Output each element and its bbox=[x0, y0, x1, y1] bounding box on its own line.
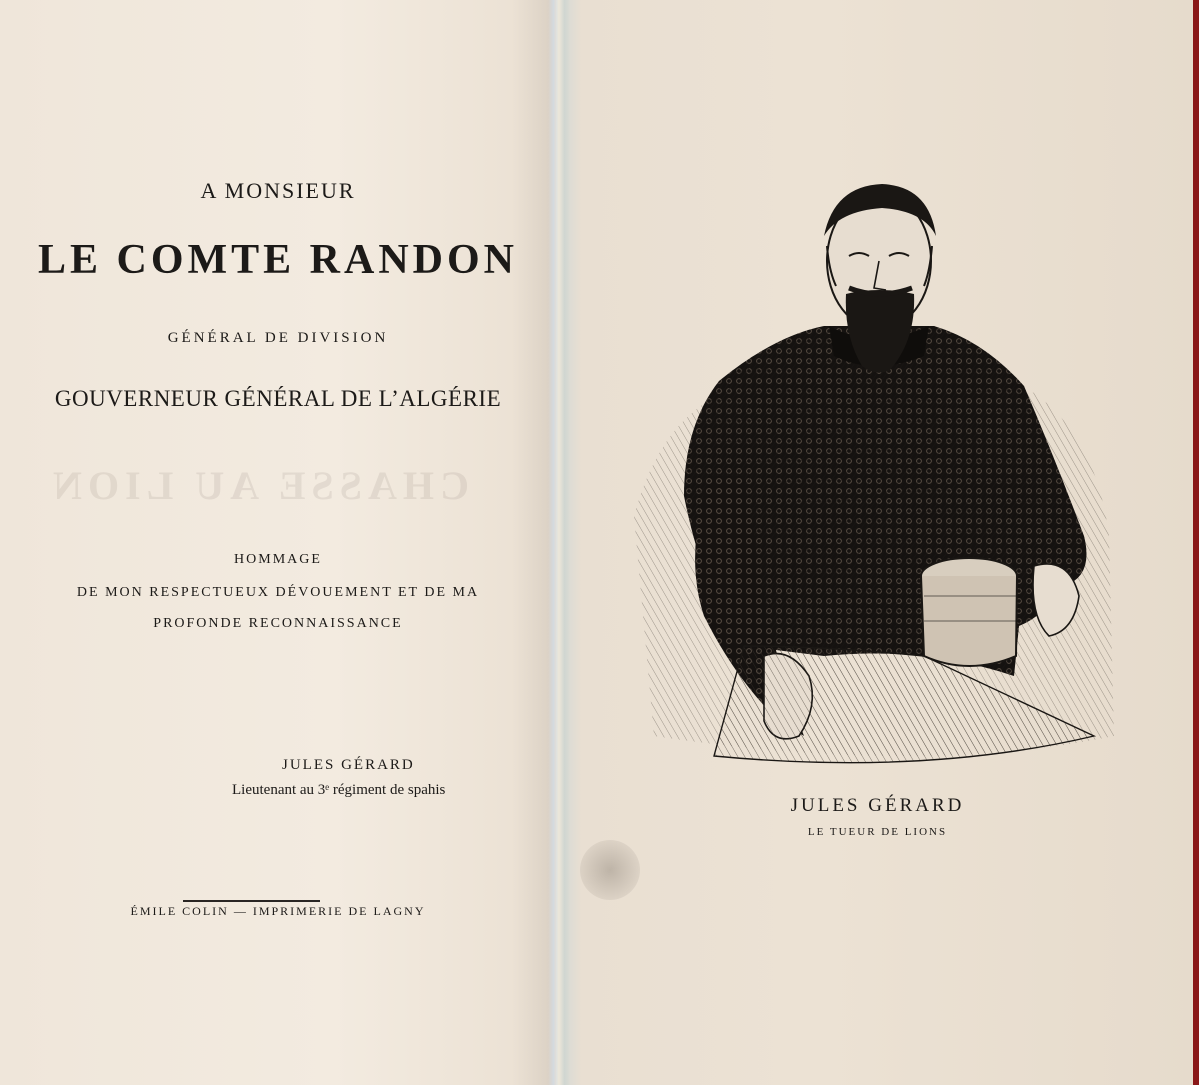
printer-rule bbox=[183, 900, 320, 902]
signature-name: JULES GÉRARD bbox=[282, 757, 415, 773]
book-gutter bbox=[548, 0, 570, 1085]
dedication-recipient: LE COMTE RANDON bbox=[37, 237, 519, 283]
homage-line-1: HOMMAGE bbox=[234, 552, 322, 567]
portrait-caption-title: LE TUEUR DE LIONS bbox=[807, 826, 948, 838]
left-page bbox=[0, 0, 556, 1085]
portrait-caption-name: JULES GÉRARD bbox=[790, 795, 965, 816]
printer-imprint: ÉMILE COLIN — IMPRIMERIE DE LAGNY bbox=[130, 904, 426, 918]
dedication-salutation: A MONSIEUR bbox=[200, 178, 356, 203]
portrait-engraving bbox=[624, 176, 1119, 776]
recipient-office: GOUVERNEUR GÉNÉRAL DE L’ALGÉRIE bbox=[54, 386, 502, 411]
recipient-rank: GÉNÉRAL DE DIVISION bbox=[167, 330, 389, 346]
paper-stain bbox=[580, 840, 640, 900]
homage-line-2: DE MON RESPECTUEUX DÉVOUEMENT ET DE MA bbox=[76, 585, 480, 600]
bleed-through-text: CHASSE AU LION bbox=[47, 463, 469, 508]
homage-line-3: PROFONDE RECONNAISSANCE bbox=[153, 616, 403, 631]
page-edge bbox=[1193, 0, 1199, 1085]
signature-rank: Lieutenant au 3ᵉ régiment de spahis bbox=[232, 782, 446, 798]
